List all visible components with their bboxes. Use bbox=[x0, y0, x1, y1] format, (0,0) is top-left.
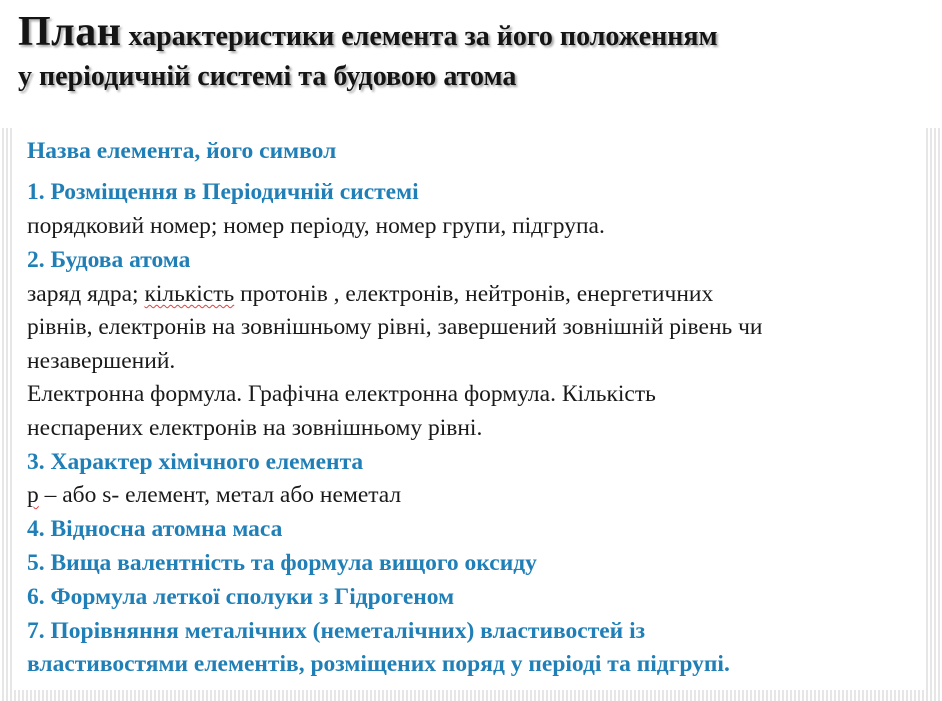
title-area bbox=[0, 0, 942, 128]
title-line1-rest: характеристики елемента за його положенням bbox=[128, 21, 718, 52]
element-name-heading: Назва елемента, його символ bbox=[27, 138, 337, 164]
section-1-heading: 1. Розміщення в Періодичній системі bbox=[27, 179, 419, 205]
section-2-line-3: незавершений. bbox=[27, 348, 176, 374]
title-line2: у періодичній системі та будовою атома bbox=[18, 61, 517, 92]
section-3-text bbox=[27, 479, 401, 513]
section-3-heading: 3. Характер хімічного елемента bbox=[27, 449, 364, 475]
section-2-line-1-start: заряд ядра; bbox=[27, 281, 145, 307]
section-7-heading-line-2: властивостями елементів, розміщених поряд у періоді та підгрупі. bbox=[27, 651, 730, 677]
section-2-heading: 2. Будова атома bbox=[27, 247, 191, 273]
content-box bbox=[14, 128, 924, 690]
section-7-heading-line-1: 7. Порівняння металічних (неметалічних) властивостей із bbox=[27, 618, 646, 644]
title-big-word: План bbox=[18, 9, 122, 55]
section-2-line-5: неспарених електронів на зовнішньому рівні. bbox=[27, 415, 483, 441]
section-5-heading: 5. Вища валентність та формула вищого оксиду bbox=[27, 550, 537, 576]
section-2-line-1-end: протонів , електронів, нейтронів, енергетичних bbox=[234, 281, 714, 307]
section-2-line-1 bbox=[27, 278, 713, 312]
spellcheck-word: кількість bbox=[144, 281, 235, 307]
section-2-line-2: рівнів, електронів на зовнішньому рівні, завершений зовнішній рівень чи bbox=[27, 314, 763, 340]
spellcheck-letter: р bbox=[27, 482, 39, 508]
slide-title bbox=[18, 9, 928, 97]
section-6-heading: 6. Формула леткої сполуки з Гідрогеном bbox=[27, 584, 455, 610]
section-4-heading: 4. Відносна атомна маса bbox=[27, 516, 283, 542]
section-2-line-4: Електронна формула. Графічна електронна формула. Кількість bbox=[27, 381, 656, 407]
section-1-text: порядковий номер; номер періоду, номер групи, підгрупа. bbox=[27, 213, 605, 239]
section-3-text-rest: – або s- елемент, метал або неметал bbox=[38, 482, 402, 508]
